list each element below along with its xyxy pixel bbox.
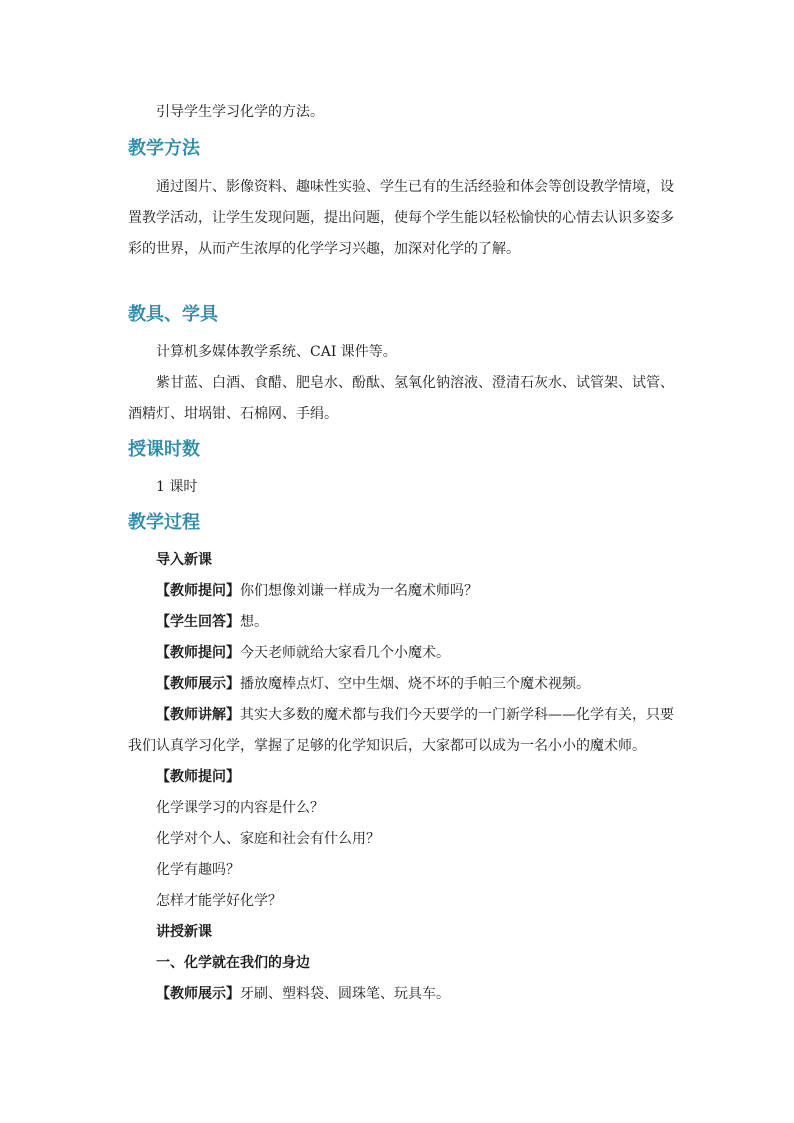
heading-teaching-process: 教学过程 (128, 512, 200, 533)
dialogue-text: 想。 (240, 614, 268, 630)
method-paragraph-line-1: 通过图片、影像资料、趣味性实验、学生已有的生活经验和体会等创设教学情境，设 (156, 179, 674, 195)
dialogue-tag: 【教师提问】 (156, 645, 240, 661)
dialogue-text: 你们想像刘谦一样成为一名魔术师吗？ (240, 583, 478, 599)
intro-line: 引导学生学习化学的方法。 (156, 104, 324, 120)
section-1-title: 一、化学就在我们的身边 (156, 955, 310, 971)
method-paragraph-line-2: 置教学活动，让学生发现问题，提出问题，使每个学生能以轻松愉快的心情去认识多姿多 (128, 210, 674, 226)
tools-line-2: 紫甘蓝、白酒、食醋、肥皂水、酚酞、氢氧化钠溶液、澄清石灰水、试管架、试管、 (156, 375, 674, 391)
teacher-question-2 (156, 643, 450, 663)
teacher-lecture-line-1 (156, 705, 674, 725)
dialogue-tag: 【教师展示】 (156, 986, 240, 1002)
dialogue-tag: 【学生回答】 (156, 614, 240, 630)
subheading-intro-lesson: 导入新课 (156, 552, 212, 568)
heading-teaching-tools: 教具、学具 (128, 304, 218, 325)
dialogue-tag: 【教师讲解】 (156, 707, 240, 723)
heading-teaching-method: 教学方法 (128, 138, 200, 159)
subheading-new-lesson: 讲授新课 (156, 924, 212, 940)
student-answer-1 (156, 612, 268, 632)
tools-line-1: 计算机多媒体教学系统、CAI 课件等。 (156, 344, 397, 360)
teacher-question-1 (156, 581, 478, 601)
tools-line-3: 酒精灯、坩埚钳、石棉网、手绢。 (128, 406, 338, 422)
dialogue-text: 今天老师就给大家看几个小魔术。 (240, 645, 450, 661)
heading-class-hours: 授课时数 (128, 439, 200, 460)
dialogue-text: 其实大多数的魔术都与我们今天要学的一门新学科——化学有关，只要 (240, 707, 674, 723)
teacher-show-2 (156, 984, 450, 1004)
class-hours-value: 1 课时 (156, 479, 198, 495)
teacher-show-1 (156, 674, 590, 694)
dialogue-tag: 【教师展示】 (156, 676, 240, 692)
dialogue-text: 牙刷、塑料袋、圆珠笔、玩具车。 (240, 986, 450, 1002)
question-item: 化学有趣吗？ (156, 862, 240, 878)
method-paragraph-line-3: 彩的世界，从而产生浓厚的化学学习兴趣，加深对化学的了解。 (128, 241, 520, 257)
question-item: 化学对个人、家庭和社会有什么用？ (156, 831, 380, 847)
dialogue-text: 播放魔棒点灯、空中生烟、烧不坏的手帕三个魔术视频。 (240, 676, 590, 692)
teacher-lecture-line-2: 我们认真学习化学，掌握了足够的化学知识后，大家都可以成为一名小小的魔术师。 (128, 738, 646, 754)
dialogue-tag: 【教师提问】 (156, 583, 240, 599)
question-item: 化学课学习的内容是什么？ (156, 800, 324, 816)
teacher-question-3-tag: 【教师提问】 (156, 769, 240, 785)
question-item: 怎样才能学好化学？ (156, 893, 282, 909)
